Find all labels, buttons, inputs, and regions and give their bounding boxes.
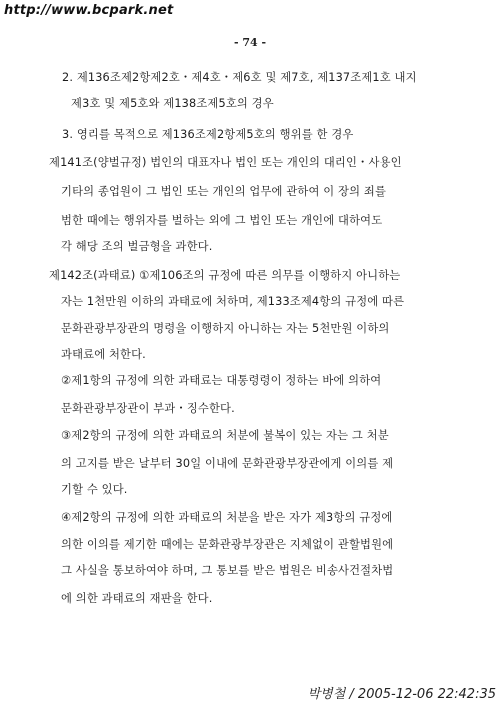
text-line: ③제2항의 규정에 의한 과태료의 처분에 불복이 있는 자는 그 처분 — [61, 429, 389, 442]
text-line: 의 고지를 받은 날부터 30일 이내에 문화관광부장관에게 이의를 제 — [61, 457, 394, 470]
text-line: ④제2항의 규정에 의한 과태료의 처분을 받은 자가 제3항의 규정에 — [61, 511, 393, 524]
text-line: 문화관광부장관이 부과・징수한다. — [61, 402, 235, 415]
text-line: 의한 이의를 제기한 때에는 문화관광부장관은 지체없이 관할법원에 — [61, 538, 394, 551]
author-timestamp-watermark: 박병철 / 2005-12-06 22:42:35 — [307, 687, 496, 702]
text-line: 제3호 및 제5호와 제138조제5호의 경우 — [71, 97, 274, 110]
text-line: 과태료에 처한다. — [61, 348, 146, 361]
text-line: 그 사실을 통보하여야 하며, 그 통보를 받은 법원은 비송사건절차법 — [61, 564, 394, 577]
site-watermark: http://www.bcpark.net — [4, 3, 174, 18]
text-line: ②제1항의 규정에 의한 과태료는 대통령령이 정하는 바에 의하여 — [61, 374, 382, 387]
page-number: - 74 - — [233, 36, 267, 49]
text-line: 3. 영리를 목적으로 제136조제2항제5호의 행위를 한 경우 — [62, 128, 354, 141]
text-line: 제141조(양벌규정) 법인의 대표자나 법인 또는 개인의 대리인・사용인 — [49, 156, 402, 169]
text-line: 2. 제136조제2항제2호・제4호・제6호 및 제7호, 제137조제1호 내지 — [62, 71, 417, 84]
text-line: 기할 수 있다. — [61, 483, 128, 496]
text-line: 문화관광부장관의 명령을 이행하지 아니하는 자는 5천만원 이하의 — [61, 322, 390, 335]
text-line: 제142조(과태료) ①제106조의 규정에 따른 의무를 이행하지 아니하는 — [49, 269, 401, 282]
text-line: 범한 때에는 행위자를 벌하는 외에 그 법인 또는 개인에 대하여도 — [61, 214, 383, 227]
text-line: 자는 1천만원 이하의 과태료에 처하며, 제133조제4항의 규정에 따른 — [61, 295, 405, 308]
text-line: 각 해당 조의 벌금형을 과한다. — [61, 240, 213, 253]
text-line: 에 의한 과태료의 재판을 한다. — [61, 592, 213, 605]
text-line: 기타의 종업원이 그 법인 또는 개인의 업무에 관하여 이 장의 죄를 — [61, 185, 387, 198]
